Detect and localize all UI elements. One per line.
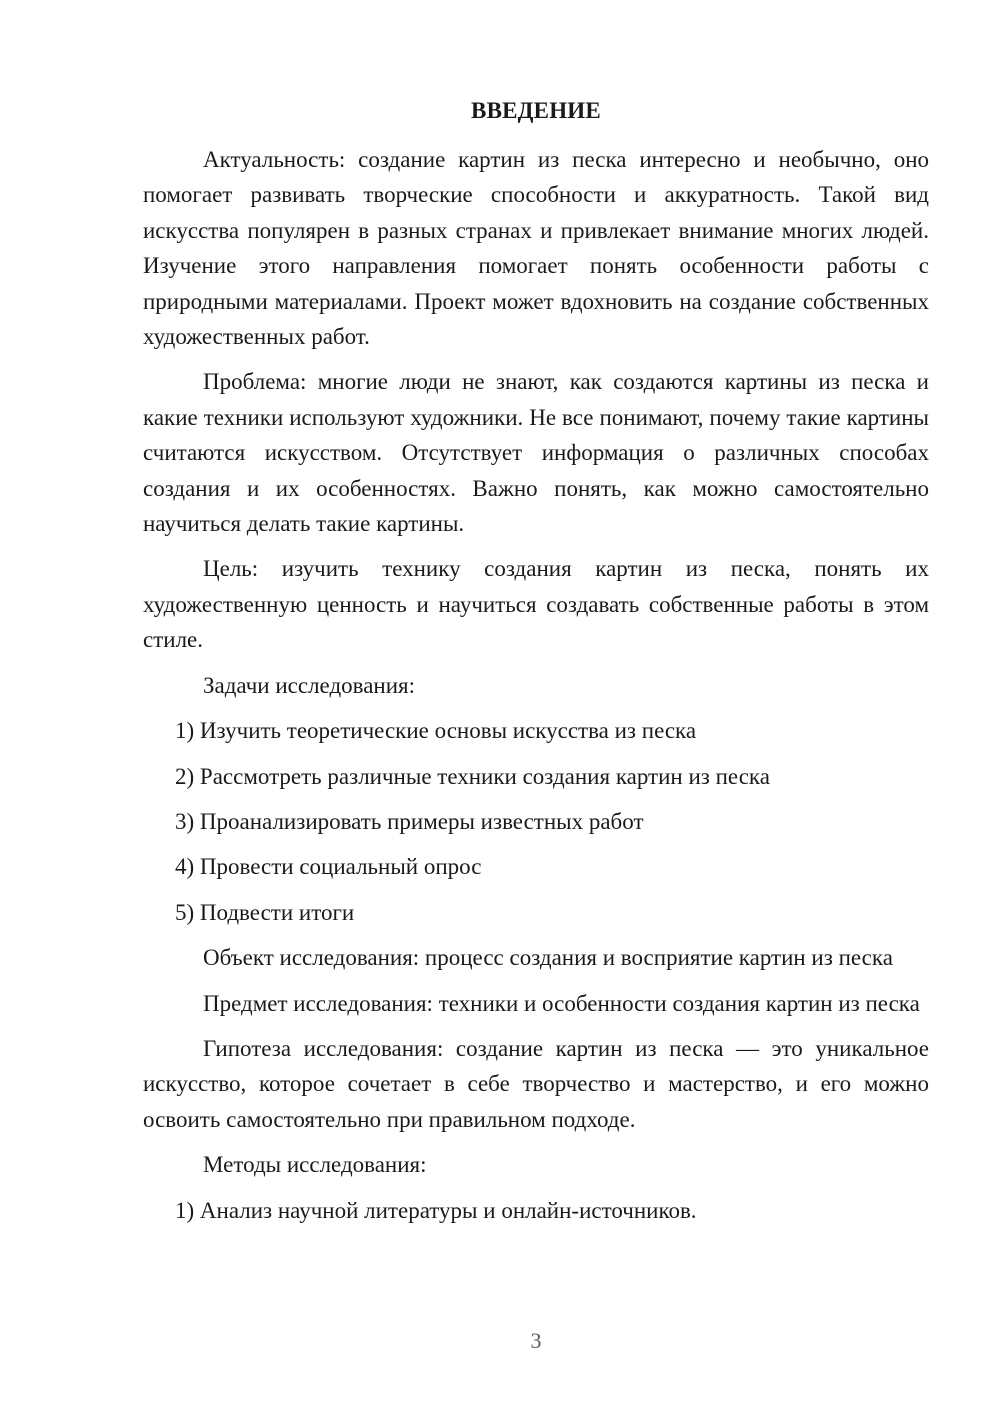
problem-paragraph: Проблема: многие люди не знают, как создаются картины из песка и какие техники используют художники. Не все понимают, почему такие картины считаются искусством. Отсутствует информация о различных способах создания и их особенностях. Важно понять, как можно самостоятельно научиться делать такие картины. (143, 369, 929, 537)
task-list-item: 3) Проанализировать примеры известных работ (175, 808, 644, 834)
body-text (143, 142, 929, 1238)
tasks-title: Задачи исследования: (203, 672, 416, 698)
relevance-paragraph: Актуальность: создание картин из песка интересно и необычно, оно помогает развивать творческие способности и аккуратность. Такой вид искусства популярен в разных странах и привлекает внимание многих людей. Изучение этого направления помогает понять особенности работы с природными материалами. Проект может вдохновить на создание собственных художественных работ. (143, 147, 929, 350)
method-list-item: 1) Анализ научной литературы и онлайн-источников. (175, 1197, 697, 1223)
task-list-item: 5) Подвести итоги (175, 899, 355, 925)
object-paragraph: Объект исследования: процесс создания и восприятие картин из песка (203, 945, 893, 971)
page-number: 3 (530, 1328, 542, 1353)
subject-paragraph: Предмет исследования: техники и особенности создания картин из песка (203, 990, 920, 1016)
hypothesis-paragraph: Гипотеза исследования: создание картин из песка — это уникальное искусство, которое сочетает в себе творчество и мастерство, и его можно освоить самостоятельно при правильном подходе. (143, 1035, 929, 1132)
task-list-item: 4) Провести социальный опрос (175, 854, 482, 880)
goal-paragraph: Цель: изучить технику создания картин из песка, понять их художественную ценность и научиться создавать собственные работы в этом стиле. (143, 556, 929, 653)
task-list-item: 1) Изучить теоретические основы искусства из песка (175, 718, 697, 744)
task-list-item: 2) Рассмотреть различные техники создания картин из песка (175, 763, 770, 789)
section-heading: ВВЕДЕНИЕ (471, 98, 601, 123)
methods-title: Методы исследования: (203, 1152, 427, 1178)
